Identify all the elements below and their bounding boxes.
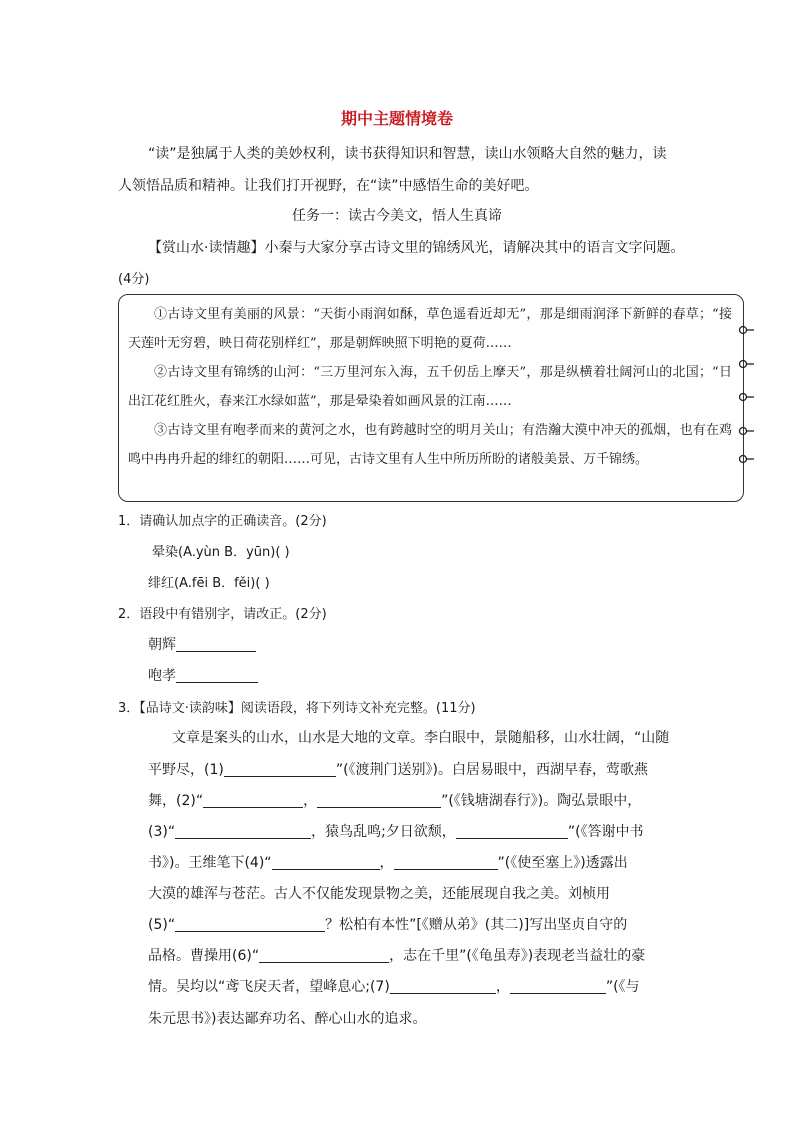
q3-blank-2b[interactable]	[317, 791, 441, 808]
q1-stem: 1．请确认加点字的正确读音。(2分)	[118, 514, 327, 529]
q3-line-3-text-c: ”(《钱塘湖春行》)。陶弘景眼中，	[441, 793, 642, 809]
q2-item-a-label: 朝辉	[148, 637, 176, 653]
section1-heading: 【赏山水·读情趣】小秦与大家分享古诗文里的锦绣风光，请解决其中的语言文字问题。	[148, 240, 685, 256]
binding-ring-icon	[737, 391, 755, 403]
q3-blank-5[interactable]	[175, 915, 325, 932]
page-title: 期中主题情境卷	[340, 109, 453, 128]
q3-blank-7b[interactable]	[510, 977, 606, 994]
passage-text	[128, 300, 732, 474]
section1-points: (4分)	[118, 272, 150, 287]
q3-line-5-text-c: ”(《使至塞上》)透露出	[497, 855, 628, 871]
q3-line-2	[148, 760, 648, 780]
q3-line-8-text-b: ，志在千里”(《龟虽寿》)表现老当益壮的豪	[389, 948, 646, 964]
q3-line-4-text-c: ”(《答谢中书	[567, 824, 644, 840]
passage-paragraph-2: ②古诗文里有锦绣的山河：“三万里河东入海，五千仞岳上摩天”，那是纵横着壮阔河山的北国；“日出江花红胜火，春来江水绿如蓝”，那是晕染着如画风景的江南……	[128, 365, 732, 409]
q3-line-4-text-b: ，猿鸟乱鸣;夕日欲颓，	[311, 824, 456, 840]
q3-line-9	[148, 977, 640, 997]
q2-item-b-label: 咆孝	[148, 668, 176, 684]
q3-line-4-text-a: (3)“	[148, 824, 176, 840]
intro-line-2: 人领悟品质和精神。让我们打开视野，在“读”中感悟生命的美好吧。	[118, 178, 539, 194]
passage-paragraph-1: ①古诗文里有美丽的风景：“天街小雨润如酥，草色遥看近却无”，那是细雨润泽下新鲜的春草；“接天莲叶无穷碧，映日荷花别样红”，那是朝辉映照下明艳的夏荷……	[128, 307, 732, 351]
q3-line-9-text-c: ”(《与	[605, 979, 640, 995]
binding-ring-icon	[737, 324, 755, 336]
binding-ring-icon	[737, 453, 755, 465]
passage-paragraph-3: ③古诗文里有咆孝而来的黄河之水，也有跨越时空的明月关山；有浩瀚大漠中冲天的孤烟，也有在鸡鸣中冉冉升起的绯红的朝阳……可见，古诗文里有人生中所历所盼的诸般美景、万千锦绣。	[128, 423, 732, 467]
q3-blank-3b[interactable]	[456, 822, 568, 839]
q3-line-9-text-a: 情。吴均以“鸢飞戾天者，望峰息心;(7)	[148, 979, 390, 995]
q3-line-2-text-b: ”(《渡荆门送别》)。白居易眼中，西湖早春，莺歌燕	[335, 762, 649, 778]
q2-item-a	[148, 634, 256, 654]
q3-line-7	[148, 915, 627, 935]
q3-blank-6[interactable]	[259, 946, 389, 963]
q3-line-5	[148, 853, 628, 873]
q1-option-a: 晕染(A.yùn B．yūn)( )	[152, 545, 290, 560]
q3-stem-tag: 3．【品诗文·读韵味】	[118, 701, 241, 716]
q2-answer-a-blank[interactable]	[176, 635, 256, 652]
intro-line-1: “读”是独属于人类的美妙权利，读书获得知识和智慧，读山水领略大自然的魅力，读	[148, 146, 667, 162]
q3-line-7-text-a: (5)“	[148, 917, 176, 933]
q2-stem: 2．语段中有错别字，请改正。(2分)	[118, 607, 327, 622]
q3-line-10: 朱元思书》)表达鄙弃功名、醉心山水的追求。	[148, 1011, 427, 1027]
q3-line-2-text-a: 平野尽，(1)	[148, 762, 224, 778]
q3-line-8	[148, 946, 645, 966]
q3-line-9-text-b: ，	[495, 979, 510, 995]
q3-blank-7a[interactable]	[390, 977, 496, 994]
q3-stem-rest: 阅读语段，将下列诗文补充完整。(11分)	[240, 701, 476, 716]
q3-stem	[118, 697, 476, 716]
q2-item-b	[148, 665, 258, 685]
q3-line-3	[148, 791, 641, 811]
q3-line-8-text-a: 品格。曹操用(6)“	[148, 948, 260, 964]
q3-line-6: 大漠的雄浑与苍茫。古人不仅能发现景物之美，还能展现自我之美。刘桢用	[148, 886, 610, 902]
task-heading: 任务一：读古今美文，悟人生真谛	[292, 208, 502, 224]
q3-line-4	[148, 822, 644, 842]
binding-ring-icon	[737, 358, 755, 370]
q3-line-3-text-b: ，	[303, 793, 318, 809]
q3-line-7-text-b: ？松柏有本性”[《赠从弟》(其二)]写出坚贞自守的	[325, 917, 628, 933]
q3-blank-4b[interactable]	[394, 853, 498, 870]
q3-blank-4a[interactable]	[272, 853, 380, 870]
q3-blank-2a[interactable]	[203, 791, 303, 808]
q3-line-5-text-a: 书》)。王维笔下(4)“	[148, 855, 272, 871]
q3-line-3-text-a: 舞，(2)“	[148, 793, 204, 809]
q3-line-5-text-b: ，	[379, 855, 394, 871]
q3-blank-3a[interactable]	[175, 822, 311, 839]
q2-answer-b-blank[interactable]	[176, 666, 258, 683]
q3-line-1: 文章是案头的山水，山水是大地的文章。李白眼中，景随船移，山水壮阔，“山随	[172, 730, 670, 746]
q3-blank-1[interactable]	[224, 760, 336, 777]
binding-ring-icon	[737, 425, 755, 437]
q1-option-b: 绯红(A.fēi B．fěi)( )	[148, 576, 270, 591]
